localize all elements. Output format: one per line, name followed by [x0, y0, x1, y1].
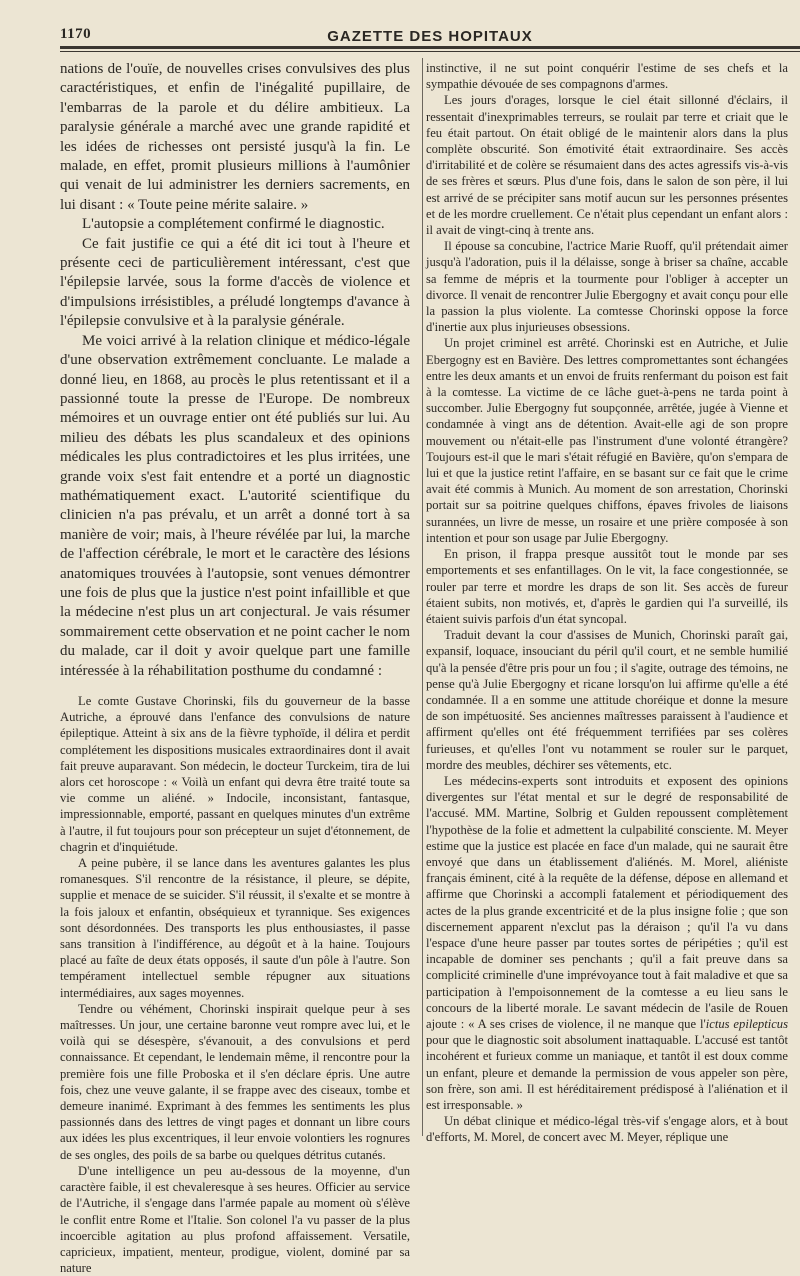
paragraph: Un débat clinique et médico-légal très-vif s'engage alors, et à bout d'efforts, M. Morel, de concert avec M. Meyer, réplique une: [426, 1114, 788, 1145]
paragraph-text: pour que le diagnostic soit absolument inattaquable. L'accusé est tantôt incohérent et furieux comme un maniaque, et tantôt il est doux comme un enfant, pleure et demande la permission de vous appeler son père, son frère, son ami. Il est héréditairement prédisposé à l'aliénation et il est irresponsable. »: [426, 1033, 788, 1112]
paragraph: nations de l'ouïe, de nouvelles crises convulsives des plus caractéristiques, et enfin de l'inégalité pupillaire, de l'embarras de la parole et du délire ambitieux. La paralysie générale a marché avec une grande rapidité et les idées de richesses ont persisté jusqu'à la fin. Le malade, en effet, promit plusieurs millions à l'aumônier qui venait de lui administrer les derniers sacrements, en lui disant : « Toute peine mérite salaire. »: [60, 61, 410, 213]
paragraph: Les jours d'orages, lorsque le ciel était sillonné d'éclairs, il ressentait d'inexprimables terreurs, se roulait par terre et criait que le feu était partout. On était obligé de le maintenir alors dans la plus complète obscurité. Son émotivité était extraordinaire. Ses accès d'irritabilité et de colère se résumaient dans des actes agressifs vis-à-vis de ses frères et sœurs. Plus d'une fois, dans le salon de son père, il lui est arrivé de se précipiter sans motif aucun sur les personnes présentes et de les mordre cruellement. Ce n'était plus cependant un enfant alors : il avait de vingt-cinq à trente ans.: [426, 93, 788, 238]
paragraph: Un projet criminel est arrêté. Chorinski est en Autriche, et Julie Ebergogny est en Bavière. Des lettres compromettantes sont échangées entre les deux amants et un envoi de fruits renfermant du poison est fait à la comtesse. La victime de ce lâche guet-à-pens ne tarda point à succomber. Julie Ebergogny fut soupçonnée, arrêtée, jugée à Vienne et condamnée à vingt ans de détention. Avait-elle agi de son propre mouvement ou n'était-elle pas l'instrument d'une volonté étrangère? Toujours est-il que le mari s'était réfugié en Bavière, qu'on s'empara de lui et que la justice retint l'affaire, en se basant sur ce fait que le crime avait été commis à Munich. Au moment de son arrestation, Chorinski portait sur sa poitrine quelques chiffons, épaves frivoles de liaisons surannées, un livre de messe, un rosaire et une prière composée à son intention et pour son usage par Julie Ebergogny.: [426, 336, 788, 545]
paragraph: instinctive, il ne sut point conquérir l'estime de ses chefs et la sympathie dévouée de ses compagnons d'armes.: [426, 61, 788, 92]
paragraph: [426, 773, 788, 1113]
paragraph: Tendre ou véhément, Chorinski inspirait quelque peur à ses maîtresses. Un jour, une certaine baronne veut rompre avec lui, et le voilà qui se désespère, s'évanouit, a des convulsions et perd connaissance. Et cependant, le lendemain même, il rencontre pour la première fois une fille Proboska et il s'en déclare épris. Une autre fois, chez une veuve galante, il se frappe avec des ciseaux, tombe et demeure inanimé. Exprimant à des femmes les sentiments les plus passionnés dans des lettres de vingt pages et donnant un libre cours aux idées les plus excentriques, il leur envoie volontiers les rognures de ses ongles, des poils de sa barbe ou quelques détritus cutanés.: [60, 1001, 410, 1162]
paragraph: L'autopsie a complétement confirmé le diagnostic.: [82, 216, 385, 233]
journal-title: GAZETTE DES HOPITAUX: [327, 28, 533, 45]
header-rule-thick: [60, 46, 800, 49]
paragraph: D'une intelligence un peu au-dessous de la moyenne, d'un caractère faible, il est chevaleresque à ses heures. Officier au service de l'Autriche, il s'engage dans l'armée papale au moment où s'élève le conflit entre Rome et l'Italie. Son colonel l'a vu passer de la plus incoercible agitation au plus profond affaissement. Versatile, capricieux, impatient, menteur, prodigue, violent, dominé par sa nature: [60, 1163, 410, 1276]
paragraph: Me voici arrivé à la relation clinique et médico-légale d'une observation extrêmement concluante. Le malade a donné lieu, en 1868, au procès le plus retentissant et il a passionné toute la presse de l'Europe. De nombreux mémoires et un ouvrage entier ont été publiés sur lui. Au milieu des débats les plus scandaleux et des opinions médicales les plus contradictoires et les plus irritées, une grande voix s'est fait entendre et a porté un diagnostic mathématiquement exact. L'autorité scientifique du clinicien n'a pas prévalu, et un arrêt a donné tort à sa manière de voir; mais, à l'heure révélée par lui, la marche de l'affection cérébrale, le mort et le caractère des lésions anatomiques trouvées à l'autopsie, sont venues démontrer une fois de plus que la justice n'est point infaillible et que la médecine n'est plus un art conjectural. Je vais résumer sommairement cette observation et ne point cacher le nom du malade, car il doit y avoir quelque part une famille intéressée à la réhabilitation posthume du condamné :: [60, 332, 410, 679]
paragraph-text: Les médecins-experts sont introduits et exposent des opinions divergentes sur l'état mental et sur le degré de responsabilité de l'accusé. MM. Martine, Solbrig et Gulden repoussent complètement l'hypothèse de la folie et admettent la culpabilité consciente. M. Meyer estime que la justice est placée en face d'un malade, qui ne saurait être envoyé que dans un établissement d'aliénés. M. Morel, aliéniste français éminent, cité à la requête de la défense, dépose en allemand et affirme que Chorinski a accompli fatalement et périodiquement des actes de la plus grande excentricité et de la plus insigne folie ; que son discernement apparent n'exclut pas la déraison ; qu'il l'a vu dans l'espace d'une heure passer par toutes sortes de péripéties ; qu'il est incapable de dominer ses penchants ; qu'il a fait preuve dans sa complicité criminelle d'une imprévoyance tout à fait maladive et que sa participation à l'empoisonnement de la comtesse a eu lieu sans le concours de la liberté morale. Le savant médecin de l'asile de Rouen ajoute : « A ses crises de violence, il ne manque que l': [426, 773, 788, 1031]
page-number: 1170: [60, 26, 92, 42]
paragraph: Il épouse sa concubine, l'actrice Marie Ruoff, qu'il prétendait aimer jusqu'à l'adoration, puis il la délaisse, songe à briser sa chaîne, accable sa femme de mépris et la tourmente pour l'obliger à accepter un divorce. Il venait de rencontrer Julie Ebergogny et avait conçu pour elle la passion la plus violente. La comtesse Chorinski oppose la force d'inertie aux plus injurieuses obsessions.: [426, 239, 788, 335]
latin-term: ictus epilepticus: [705, 1016, 788, 1031]
left-column: [60, 60, 410, 1276]
right-column: [426, 60, 788, 1146]
header-rule-thin: [60, 51, 800, 52]
paragraph: A peine pubère, il se lance dans les aventures galantes les plus romanesques. S'il rencontre de la résistance, il pleure, se dépite, supplie et menace de se suicider. S'il réussit, il s'exalte et se montre à la fois jaloux et enfantin, obséquieux et tyrannique. Ses exigences sont désordonnées. Des transports les plus enthousiastes, il passe sans transition à l'indifférence, au dégoût et à la haine. Toujours placé au faîte de deux états opposés, il saute d'un pôle à l'autre. Son tempérament intellectuel semble répugner aux situations intermédiaires, aux sages moyennes.: [60, 856, 410, 1000]
paragraph: En prison, il frappa presque aussitôt tout le monde par ses emportements et ses enfantillages. On le vit, la face congestionnée, se rouler par terre et mordre les draps de son lit. Ses accès de fureur étaient subits, non motivés, et, d'après le gardien qui l'a surveillé, ils étaient suivis parfois d'un état syncopal.: [426, 547, 788, 626]
case-observation-section: [60, 693, 410, 1276]
paragraph: Traduit devant la cour d'assises de Munich, Chorinski paraît gai, expansif, loquace, insouciant du péril qu'il court, et ne semble humilié qu'à la pensée d'être pris pour un fou ; il s'agite, outrage des témoins, ne pense qu'à Julie Ebergogny et ricane lorsqu'on lui affirme qu'elle a été condamnée. Il a en somme une attitude choréique et donne la mesure de son impétuosité. Ses anciennes maîtresses paraissent à l'audience et affirment qu'elles ont été fréquemment terrifiées par ses colères furieuses, et qu'elles l'ont vu notamment se rouler sur le parquet, mordre des meubles, déchirer ses vêtements, etc.: [426, 628, 788, 772]
large-text-section: [60, 60, 410, 681]
paragraph: Le comte Gustave Chorinski, fils du gouverneur de la basse Autriche, a éprouvé dans l'enfance des convulsions de nature épileptique. Atteint à six ans de la fièvre typhoïde, il délira et perdit complétement les dispositions musicales extraordinaires dont il avait fait preuve auparavant. Son médecin, le docteur Turckeim, tira de lui alors cet horoscope : « Voilà un enfant qui devra être traité toute sa vie comme un aliéné. » Indocile, inconsistant, fantasque, impressionnable, emporté, passant en quelques minutes d'un extrême à l'autre, il fut toujours pour son précepteur un sujet d'étonnement, de chagrin et d'inquiétude.: [60, 694, 410, 854]
paragraph: Ce fait justifie ce qui a été dit ici tout à l'heure et présente ceci de particulièrement intéressant, c'est que l'épilepsie larvée, sous la forme d'accès de violence et d'impulsions irrésistibles, a préludé longtemps d'avance à l'épilepsie convulsive et à la paralysie générale.: [60, 235, 410, 330]
column-divider: [422, 58, 423, 1136]
